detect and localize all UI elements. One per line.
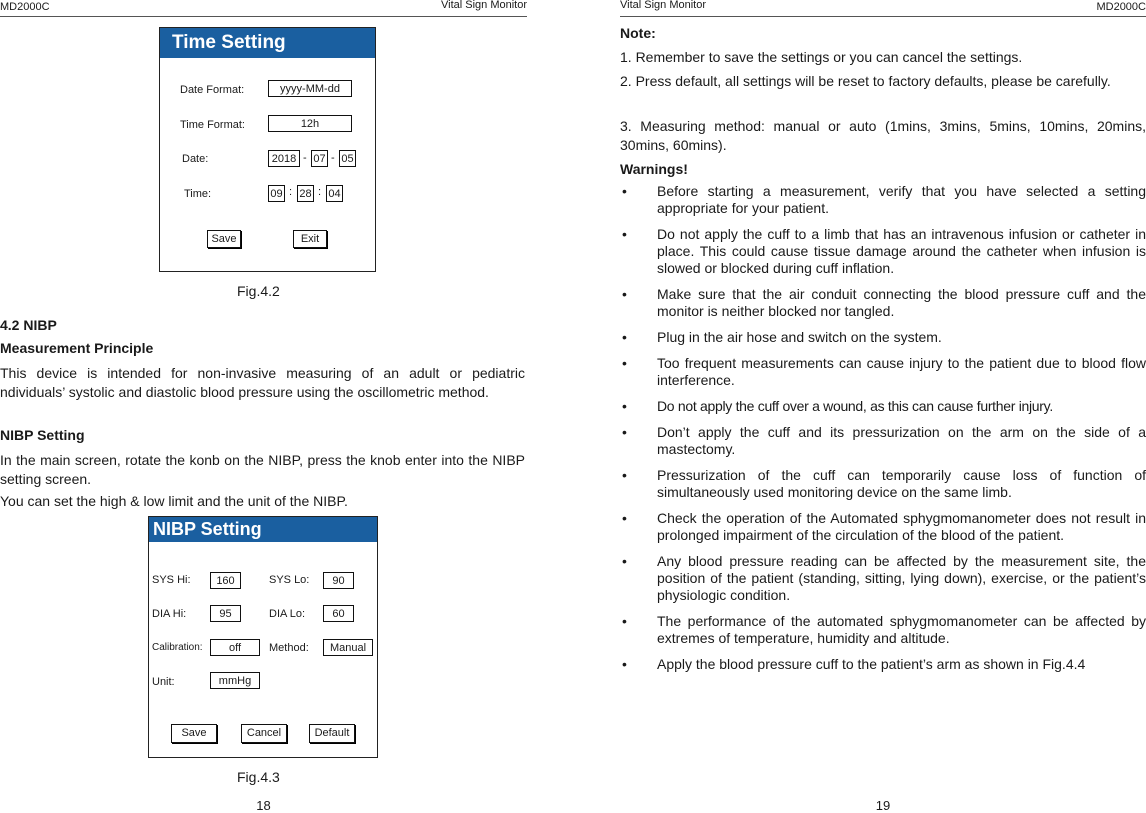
dialog-title: Time Setting — [160, 28, 375, 58]
day-field[interactable]: 05 — [339, 150, 356, 167]
section-title: 4.2 NIBP — [0, 317, 57, 333]
subsection-title: Measurement Principle — [0, 340, 154, 356]
left-page — [0, 0, 527, 813]
list-item — [620, 329, 1146, 346]
bullet-icon: • — [622, 329, 627, 345]
sys-lo-field[interactable]: 90 — [323, 572, 354, 589]
list-item — [620, 613, 1146, 647]
bullet-icon: • — [622, 467, 627, 483]
dia-lo-field[interactable]: 60 — [323, 605, 354, 622]
note-item: 1. Remember to save the settings or you can cancel the settings. — [620, 49, 1023, 65]
bullet-icon: • — [622, 424, 627, 440]
warning-text: Don’t apply the cuff and its pressurization on the arm on the side of a mastectomy. — [657, 424, 1146, 457]
warning-text: Before starting a measurement, verify that you have selected a setting appropriate for your patient. — [657, 183, 1146, 216]
date-format-label: Date Format: — [180, 84, 245, 96]
note-item: 3. Measuring method: manual or auto (1mins, 3mins, 5mins, 10mins, 20mins, 30mins, 60mins). — [620, 118, 1146, 153]
header-left: MD2000C — [0, 1, 50, 13]
bullet-icon: • — [622, 656, 627, 672]
list-item — [620, 398, 1146, 415]
time-setting-dialog — [159, 27, 376, 272]
page-header — [0, 0, 527, 17]
warning-text: Make sure that the air conduit connecting the blood pressure cuff and the monitor is neither blocked nor tangled. — [657, 286, 1146, 319]
warning-text: Do not apply the cuff over a wound, as this can cause further injury. — [657, 398, 1053, 414]
bullet-icon: • — [622, 510, 627, 526]
bullet-icon: • — [622, 183, 627, 199]
second-field[interactable]: 04 — [326, 185, 343, 202]
warning-text: Too frequent measurements can cause injury to the patient due to blood flow interference. — [657, 355, 1146, 388]
paragraph: In the main screen, rotate the konb on the NIBP, press the knob enter into the NIBP setting screen. — [0, 452, 525, 487]
sys-hi-label: SYS Hi: — [152, 574, 191, 586]
note-item: 2. Press default, all settings will be reset to factory defaults, please be carefully. — [620, 73, 1111, 89]
list-item — [620, 286, 1146, 320]
warning-text: Check the operation of the Automated sphygmomanometer does not result in prolonged impairment of the circulation of the blood of the patient. — [657, 510, 1146, 543]
dia-hi-field[interactable]: 95 — [210, 605, 241, 622]
date-separator: - — [331, 152, 335, 164]
time-separator: : — [289, 186, 293, 198]
bullet-icon: • — [622, 398, 627, 414]
dia-lo-label: DIA Lo: — [269, 608, 306, 620]
minute-field[interactable]: 28 — [297, 185, 314, 202]
warning-text: Any blood pressure reading can be affected by the measurement site, the position of the patient (standing, sitting, lying down), exercise, or the patient’s physiologic condition. — [657, 553, 1146, 603]
note-title: Note: — [620, 25, 656, 41]
bullet-icon: • — [622, 553, 627, 569]
page-number: 19 — [875, 798, 891, 813]
save-button[interactable]: Save — [207, 230, 241, 248]
warning-text: Plug in the air hose and switch on the system. — [657, 329, 942, 345]
date-format-field[interactable]: yyyy-MM-dd — [268, 80, 352, 97]
list-item — [620, 355, 1146, 389]
list-item — [620, 226, 1146, 277]
list-item — [620, 656, 1146, 673]
hour-field[interactable]: 09 — [268, 185, 285, 202]
header-right: Vital Sign Monitor — [440, 0, 527, 11]
figure-caption: Fig.4.2 — [237, 283, 280, 299]
unit-field[interactable]: mmHg — [210, 672, 260, 689]
month-field[interactable]: 07 — [311, 150, 328, 167]
warning-text: The performance of the automated sphygmomanometer can be affected by extremes of temperature, humidity and altitude. — [657, 613, 1146, 646]
default-button[interactable]: Default — [309, 724, 355, 743]
unit-label: Unit: — [152, 676, 175, 688]
list-item — [620, 424, 1146, 458]
list-item — [620, 553, 1146, 604]
paragraph: This device is intended for non-invasive measuring of an adult or pediatric ndividuals’ systolic and diastolic blood pressure using the oscillometric method. — [0, 365, 525, 400]
warning-text: Pressurization of the cuff can temporarily cause loss of function of simultaneously used monitoring device on the same limb. — [657, 467, 1146, 500]
list-item — [620, 183, 1146, 217]
warnings-list — [620, 183, 1146, 682]
time-format-field[interactable]: 12h — [268, 115, 352, 132]
nibp-setting-dialog — [148, 516, 378, 758]
date-separator: - — [303, 152, 307, 164]
warnings-title: Warnings! — [620, 161, 688, 177]
sys-hi-field[interactable]: 160 — [210, 572, 241, 589]
save-button[interactable]: Save — [171, 724, 217, 743]
dia-hi-label: DIA Hi: — [152, 608, 187, 620]
subsection-title: NIBP Setting — [0, 427, 85, 443]
time-format-label: Time Format: — [180, 119, 245, 131]
method-label: Method: — [269, 642, 309, 654]
year-field[interactable]: 2018 — [268, 150, 300, 167]
header-right: MD2000C — [1096, 1, 1146, 13]
list-item — [620, 467, 1146, 501]
date-label: Date: — [182, 153, 209, 165]
bullet-icon: • — [622, 226, 627, 242]
calibration-label: Calibration: — [152, 642, 203, 653]
dialog-title: NIBP Setting — [149, 517, 377, 542]
warning-text: Do not apply the cuff to a limb that has an intravenous infusion or catheter in place. This could cause tissue damage around the catheter when infusion is slowed or blocked during cuff inflation. — [657, 226, 1146, 276]
calibration-field[interactable]: off — [210, 639, 260, 656]
cancel-button[interactable]: Cancel — [241, 724, 287, 743]
right-page — [620, 0, 1146, 813]
list-item — [620, 510, 1146, 544]
paragraph: You can set the high & low limit and the unit of the NIBP. — [0, 493, 348, 509]
time-separator: : — [318, 186, 322, 198]
bullet-icon: • — [622, 613, 627, 629]
time-label: Time: — [184, 188, 212, 200]
page-header — [620, 0, 1146, 17]
figure-caption: Fig.4.3 — [237, 769, 280, 785]
exit-button[interactable]: Exit — [293, 230, 327, 248]
warning-text: Apply the blood pressure cuff to the patient’s arm as shown in Fig.4.4 — [657, 656, 1086, 672]
page-number: 18 — [256, 798, 271, 813]
header-left: Vital Sign Monitor — [620, 0, 707, 11]
sys-lo-label: SYS Lo: — [269, 574, 310, 586]
method-field[interactable]: Manual — [323, 639, 373, 656]
bullet-icon: • — [622, 286, 627, 302]
bullet-icon: • — [622, 355, 627, 371]
